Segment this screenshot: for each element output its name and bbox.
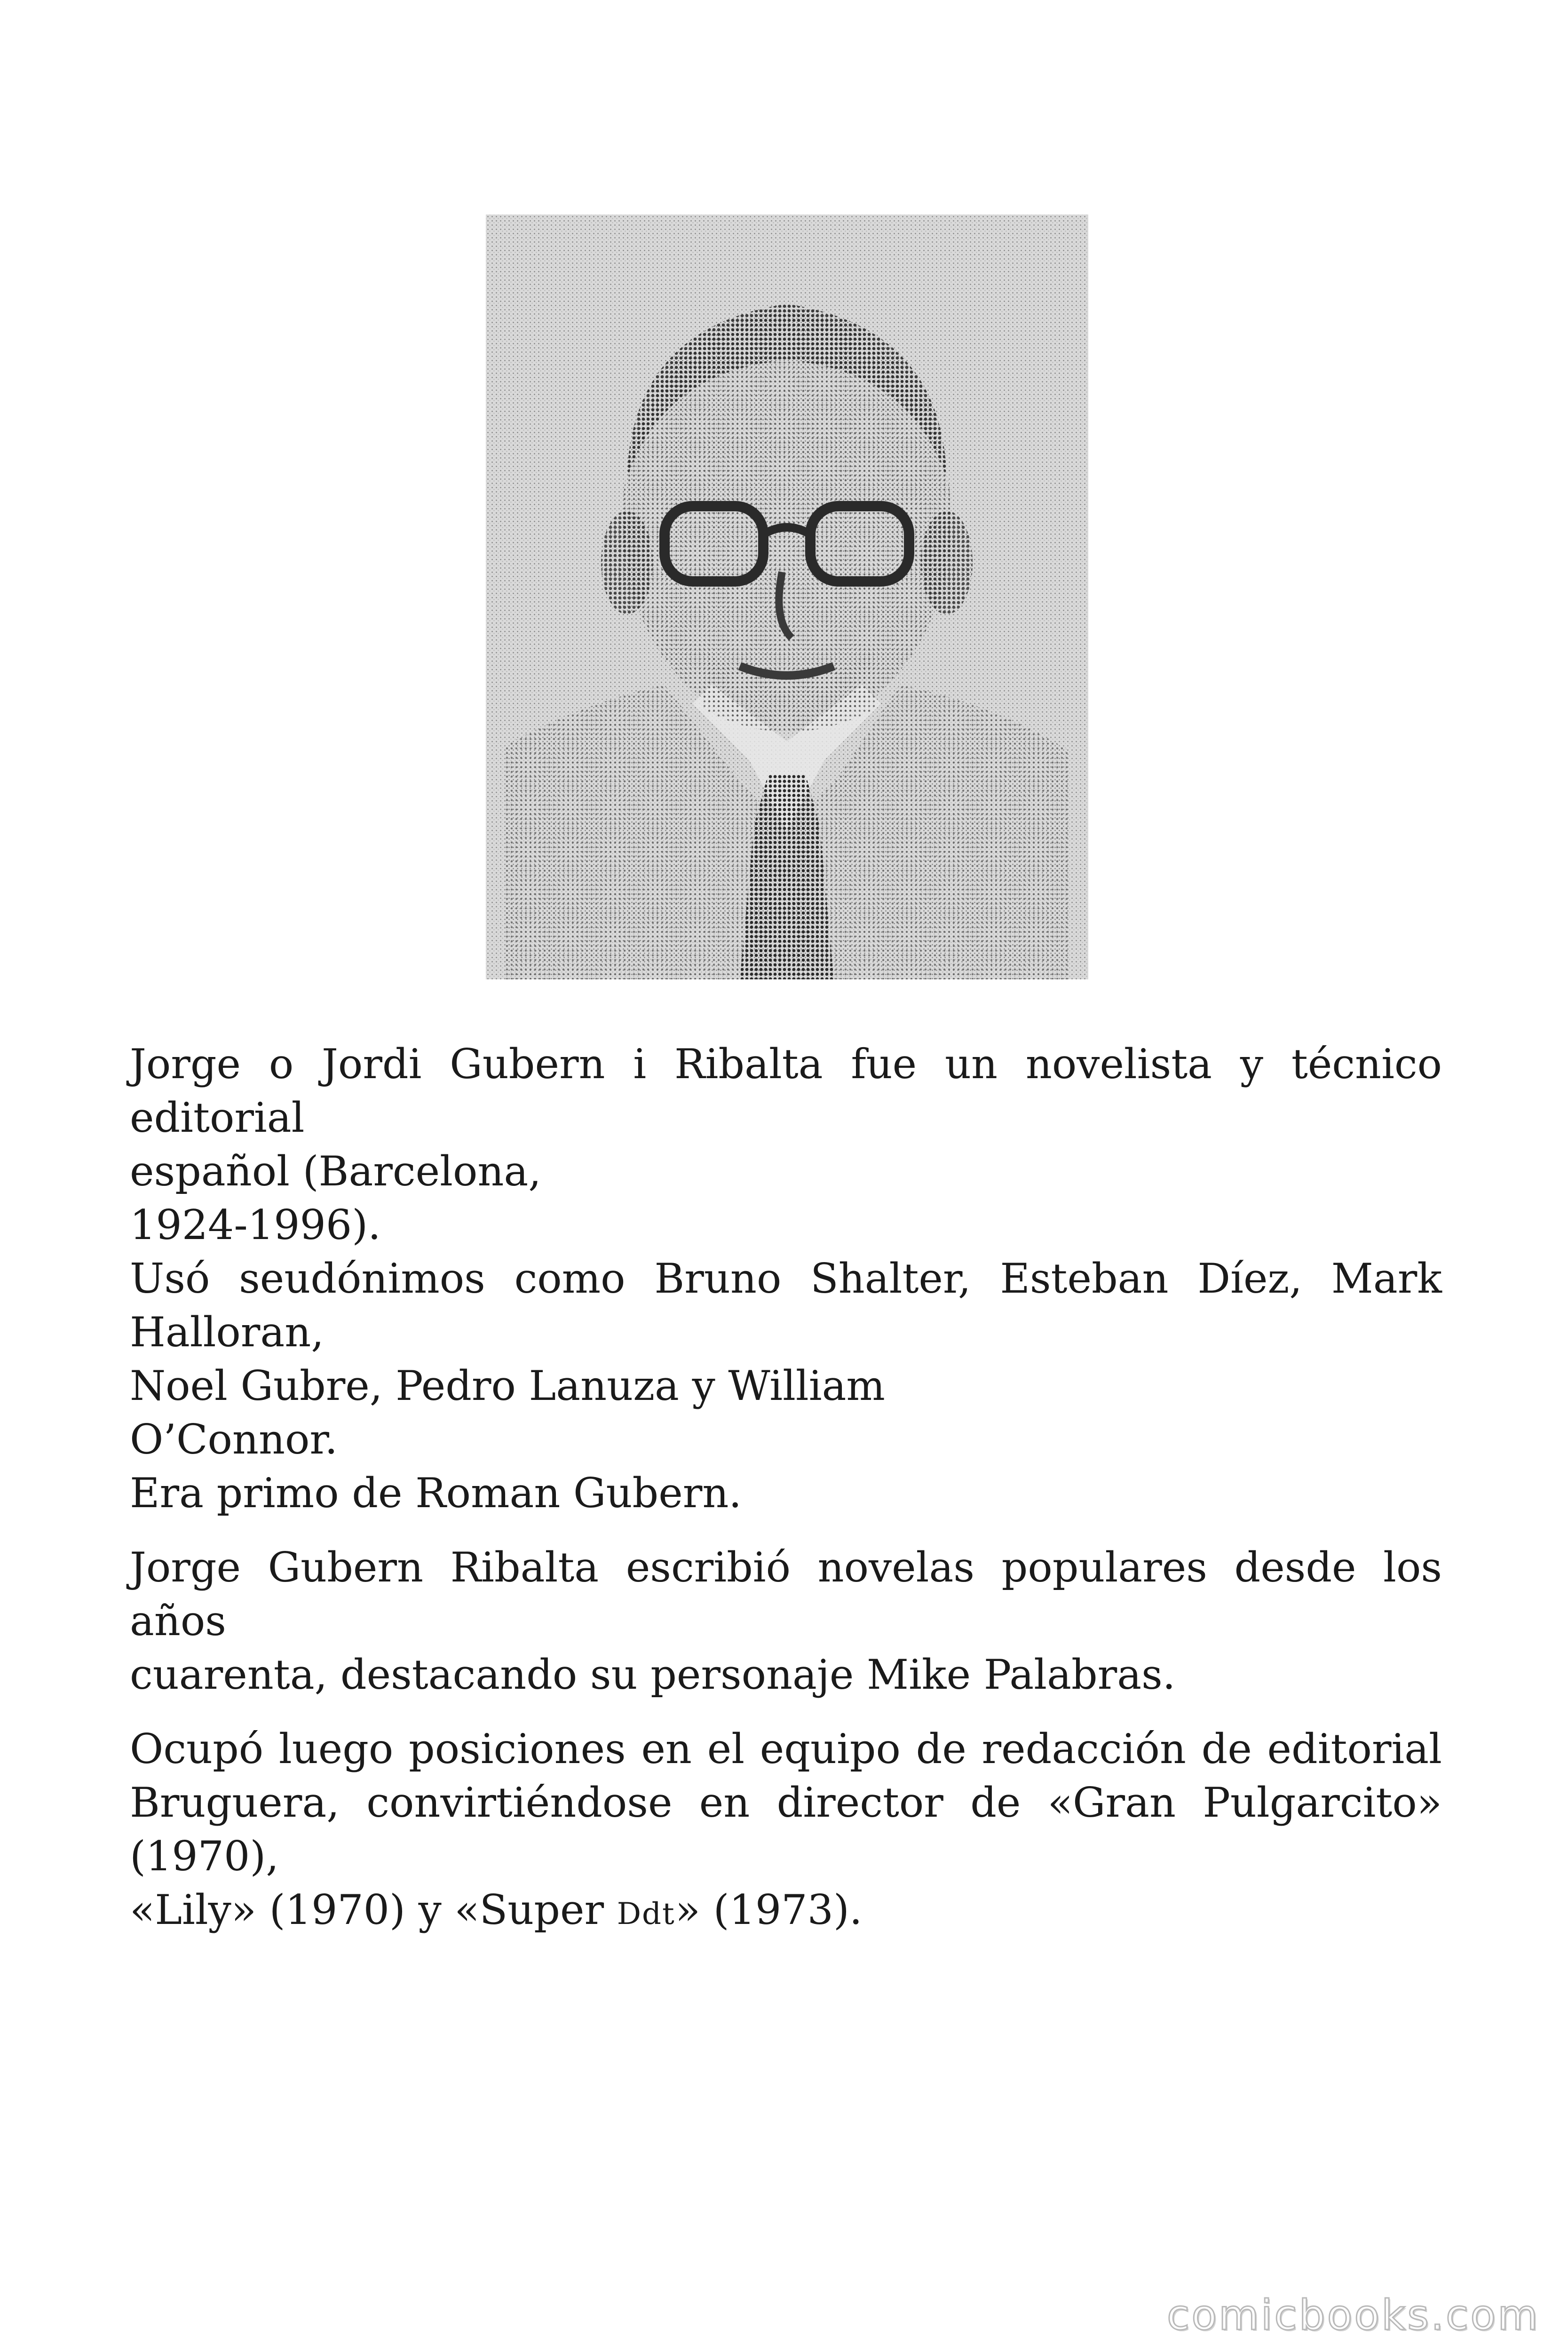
- bio-paragraph-2: [130, 1541, 1442, 1701]
- bio-line: español (Barcelona,: [130, 1147, 541, 1195]
- bio-text: » (1973).: [675, 1886, 863, 1934]
- bio-line: Ocupó luego posiciones en el equipo de redacción de editorial: [130, 1725, 1442, 1773]
- site-watermark: comicbooks.com: [1166, 2291, 1540, 2339]
- bio-paragraph-3: [130, 1722, 1442, 1941]
- bio-line: Bruguera, convirtiéndose en director de «Gran Pulgarcito» (1970),: [130, 1779, 1442, 1880]
- bio-line: cuarenta, destacando su personaje Mike Palabras.: [130, 1651, 1176, 1699]
- bio-paragraph-1: [130, 1037, 1442, 1520]
- bio-line: Usó seudónimos como Bruno Shalter, Esteban Díez, Mark Halloran,: [130, 1255, 1442, 1356]
- bio-line: Noel Gubre, Pedro Lanuza y William: [130, 1362, 885, 1410]
- bio-text: «Lily» (1970) y «Super: [130, 1886, 617, 1934]
- bio-line: Jorge Gubern Ribalta escribió novelas populares desde los años: [130, 1543, 1442, 1645]
- ddt-smallcaps: Ddt: [617, 1897, 675, 1931]
- author-portrait-halftone-icon: [486, 215, 1088, 979]
- author-portrait: [486, 215, 1088, 979]
- bio-line: O’Connor.: [130, 1415, 338, 1463]
- bio-line: Era primo de Roman Gubern.: [130, 1469, 742, 1517]
- biography-text: [130, 1037, 1442, 1962]
- bio-line: Jorge o Jordi Gubern i Ribalta fue un novelista y técnico editorial: [130, 1040, 1442, 1142]
- bio-line: 1924-1996).: [130, 1201, 381, 1249]
- bio-line-last: [130, 1883, 1442, 1941]
